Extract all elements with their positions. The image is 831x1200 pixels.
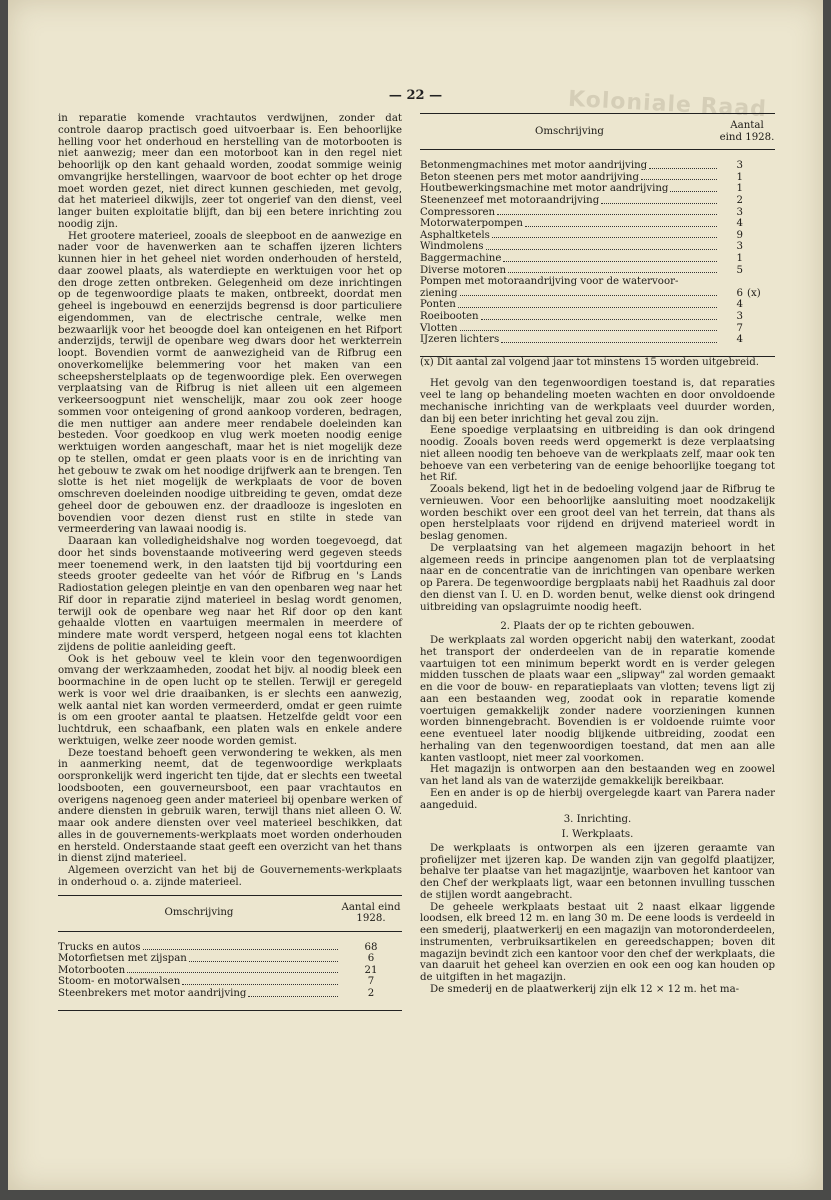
- row-label: Pompen met motoraandrijving voor de watervoor-: [420, 276, 679, 288]
- row-label: Motorfietsen met zijspan: [58, 953, 187, 965]
- row-count: 4: [736, 218, 743, 230]
- paragraph: De smederij en de plaatwerkerij zijn elk 12 × 12 m. het ma-: [430, 983, 740, 995]
- column-header-description: Omschrijving: [535, 125, 604, 137]
- row-mark: [747, 265, 775, 277]
- row-count: 4: [736, 334, 743, 346]
- paragraph: Ook is het gebouw veel te klein voor den tegenwoordigen omvang der werkzaamheden, zoodat het bijv. al noodig bleek een boormachine in de open lucht op te stellen. Terwijl er geregeld werk is voor wel drie draaibanken, is er slechts een aanwezig, welk aantal niet kan worden vermeerderd, omdat er geen ruimte is om een grooter aantal te plaatsen. Hetzelfde geldt voor een luchtdruk, een schaafbank, een platen wals en enkele andere werktuigen, welke zeer noode worden gemist.: [58, 653, 402, 747]
- row-mark: [747, 241, 775, 253]
- paragraph: De verplaatsing van het algemeen magazijn behoort in het algemeen reeds in principe aangenomen plan tot de verplaatsing naar en de concentratie van de inrichtingen van openbare werken op Parera. De tegenwoordige bergplaats nabij het Raadhuis zal door den dienst van I. U. en D. worden benut, welke dienst ook dringend uitbreiding van opslagruimte noodig heeft.: [420, 542, 775, 613]
- row-mark: [747, 160, 775, 172]
- paragraph: Algemeen overzicht van het bij de Gouvernements-werkplaats in onderhoud o. a. zijnde materieel.: [58, 865, 402, 888]
- paragraph: Het magazijn is ontworpen aan den bestaanden weg en zoowel van het land als van de waterzijde gemakkelijk bereikbaar.: [420, 764, 775, 788]
- table-row: [420, 276, 775, 288]
- row-mark: [747, 253, 775, 265]
- row-count: 5: [736, 264, 743, 276]
- row-mark: [747, 334, 775, 346]
- table-footnote: (x) Dit aantal zal volgend jaar tot minstens 15 worden uitgebreid.: [420, 356, 760, 368]
- leader-dots: [182, 984, 338, 985]
- row-mark: [747, 276, 775, 288]
- row-label: Trucks en autos: [58, 941, 141, 953]
- row-label: Motorbooten: [58, 964, 126, 976]
- table-row: [420, 195, 775, 207]
- table-row: [420, 160, 775, 172]
- row-label: Beton steenen pers met motor aandrijving: [420, 171, 639, 183]
- right-column: [420, 113, 775, 996]
- row-mark: [747, 299, 775, 311]
- leader-dots: [458, 307, 717, 308]
- table-row: [58, 965, 402, 977]
- row-label: Vlotten: [420, 322, 458, 334]
- paragraph: De werkplaats is ontworpen als een ijzeren geraamte van profielijzer met ijzeren kap. De wanden zijn van gegolfd plaatijzer, behalve ter plaatse van het magazijntje, waarboven het kantoor van den Chef der werkplaats ligt, waar een betonnen invulling tusschen de stijlen wordt aangebracht.: [420, 842, 775, 901]
- table-row: [420, 207, 775, 219]
- row-count: 3: [736, 310, 743, 322]
- paragraph: Een en ander is op de hierbij overgelegde kaart van Parera nader aangeduid.: [420, 787, 775, 811]
- subsection-heading: I. Werkplaats.: [561, 829, 634, 841]
- left-column: [58, 113, 402, 1011]
- leader-dots: [503, 261, 717, 262]
- paragraph: Daaraan kan volledigheidshalve nog worden toegevoegd, dat door het sinds bovenstaande motiveering werd gegeven steeds meer toenemend werk, in den laatsten tijd bij voortduring een steeds grooter gedeelte van het vóór de Rifbrug en 's Lands Radiostation gelegen pleintje en van den openbaren weg naar het Rif door in reparatie zijnd materieel in beslag wordt genomen, terwijl ook de openbare weg naar het Rif door op den kant gehaalde vlotten en vaartuigen meermalen in meerdere of mindere mate wordt versperd, hetgeen nogal eens tot klachten zijdens de politie aanleiding geeft.: [58, 536, 402, 653]
- table-row: [420, 323, 775, 335]
- row-label: Windmolens: [420, 241, 484, 253]
- row-mark: [747, 230, 775, 242]
- row-mark: [747, 183, 775, 195]
- row-count: 3: [736, 160, 743, 172]
- row-count: 3: [736, 206, 743, 218]
- equipment-table-right: [420, 113, 775, 357]
- table-row: [420, 253, 775, 265]
- row-label: Stoom- en motorwalsen: [58, 976, 181, 988]
- row-label: ziening: [420, 287, 458, 299]
- table-row: [420, 172, 775, 184]
- row-count: 2: [367, 988, 375, 1000]
- paragraph: De werkplaats zal worden opgericht nabij den waterkant, zoodat het transport der onderdeelen van de in reparatie komende vaartuigen tot een minimum beperkt wordt en is verder gelegen midden tusschen de plaats waar een „slipway" zal worden gemaakt en die voor de bouw- en reparatieplaats van vlotten; tevens ligt zij aan een bestaanden weg, zoodat ook in reparatie komende voertuigen gemakkelijk zonder nadere voorzieningen kunnen worden binnengebracht. Bovendien is er voldoende ruimte voor eene eventueel later noodig blijkende uitbreiding, zoodat een herhaling van den tegenwoordigen toestand, dat men aan alle kanten vastloopt, niet meer zal voorkomen.: [420, 635, 775, 764]
- column-header-count: Aantal eind 1928.: [719, 120, 775, 143]
- row-count: 1: [736, 252, 743, 264]
- row-mark: [747, 207, 775, 219]
- table-row: [420, 230, 775, 242]
- leader-dots: [492, 237, 717, 238]
- row-count: 7: [367, 976, 375, 988]
- paragraph: in reparatie komende vrachtautos verdwijnen, zonder dat controle daarop practisch goed uitvoerbaar is. Een behoorlijke helling voor het onderhoud en herstelling van de motorbooten is niet aanwezig; meer dan een motorboot kan in den regel niet behoorlijk op den kant gehaald worden, zoodat sommige weinig omvangrijke herstellingen, waarvoor de boot echter op het droge moet worden gezet, niet direct kunnen geschieden, met gevolg, dat het materieel dikwijls, zeer tot ongerief van den dienst, veel langer buiten exploitatie blijft, dan bij een betere inrichting zou noodig zijn.: [58, 113, 402, 230]
- leader-dots: [649, 168, 717, 169]
- table-row: [58, 942, 402, 954]
- row-label: Compressoren: [420, 206, 496, 218]
- page-number: — 22 —: [388, 88, 443, 103]
- leader-dots: [497, 214, 717, 215]
- row-count: 1: [736, 171, 743, 183]
- table-row: [420, 241, 775, 253]
- leader-dots: [189, 961, 338, 962]
- leader-dots: [248, 996, 338, 997]
- row-mark: [747, 311, 775, 323]
- leader-dots: [460, 330, 717, 331]
- table-row: [420, 218, 775, 230]
- row-count: 2: [736, 194, 743, 206]
- row-count: 68: [364, 941, 378, 953]
- row-count: 9: [736, 229, 743, 241]
- table-row: [420, 288, 775, 300]
- leader-dots: [481, 319, 717, 320]
- row-mark: [747, 218, 775, 230]
- leader-dots: [143, 949, 339, 950]
- leader-dots: [641, 179, 717, 180]
- equipment-table-left: [58, 895, 402, 1011]
- table-row: [420, 299, 775, 311]
- paragraph: Deze toestand behoeft geen verwondering te wekken, als men in aanmerking neemt, dat de tegenwoordige werkplaats oorspronkelijk werd ingericht ten tijde, dat er slechts een tweetal loodsbooten, een gouverneursboot, een paar vrachtautos en overigens nagenoeg geen ander materieel bij openbare werken of andere diensten in gebruik waren, terwijl thans niet alleen O. W. maar ook andere diensten over veel materieel beschikken, dat alles in de gouvernements-werkplaats moet worden onderhouden en hersteld. Onderstaande staat geeft een overzicht van het thans in dienst zijnd materieel.: [58, 747, 402, 865]
- row-label: Asphaltketels: [420, 229, 490, 241]
- leader-dots: [525, 226, 717, 227]
- row-mark: [747, 172, 775, 184]
- table-row: [420, 334, 775, 346]
- leader-dots: [127, 972, 338, 973]
- row-count: 3: [736, 241, 743, 253]
- row-count: 4: [736, 299, 743, 311]
- table-row: [420, 311, 775, 323]
- row-label: Betonmengmachines met motor aandrijving: [420, 160, 648, 172]
- row-mark: [747, 323, 775, 335]
- paragraph: De geheele werkplaats bestaat uit 2 naast elkaar liggende loodsen, elk breed 12 m. en lang 30 m. De eene loods is verdeeld in een smederij, plaatwerkerij en een magazijn van motoronderdeelen, instrumenten, verbruiksartikelen en gereedschappen; boven dit magazijn bevindt zich een kantoor voor den chef der werkplaats, die van daaruit het geheel kan overzien en ook een oog kan houden op de uitgiften in het magazijn.: [420, 901, 775, 984]
- row-count: [719, 276, 747, 288]
- table-row: [58, 988, 402, 1000]
- table-row: [420, 265, 775, 277]
- row-count: 1: [736, 183, 743, 195]
- leader-dots: [486, 249, 717, 250]
- section-heading: 3. Inrichting.: [563, 814, 632, 826]
- leader-dots: [501, 342, 717, 343]
- row-label: IJzeren lichters: [420, 334, 500, 346]
- paragraph: Zooals bekend, ligt het in de bedoeling volgend jaar de Rifbrug te vernieuwen. Voor een behoorlijke aansluiting moet noodzakelijk worden beschikt over een groot deel van het terrein, dat thans als open herstelplaats voor rijdend en drijvend materieel wordt in beslag genomen.: [420, 484, 775, 543]
- row-label: Motorwaterpompen: [420, 218, 523, 230]
- column-header-description: Omschrijving: [164, 907, 234, 919]
- row-mark: [747, 195, 775, 207]
- table-row: [420, 183, 775, 195]
- leader-dots: [670, 191, 717, 192]
- column-header-count: Aantal eind 1928.: [341, 901, 401, 925]
- row-count: 6: [736, 287, 743, 299]
- row-label: Diverse motoren: [420, 264, 507, 276]
- row-label: Houtbewerkingsmachine met motor aandrijving: [420, 183, 669, 195]
- section-heading: 2. Plaats der op te richten gebouwen.: [500, 621, 695, 633]
- watermark-stamp: Koloniale Raad: [567, 86, 768, 123]
- document-page: [8, 0, 823, 1190]
- row-count: 21: [364, 964, 378, 976]
- row-mark: (x): [747, 287, 761, 299]
- leader-dots: [508, 272, 717, 273]
- row-label: Steenenzeef met motoraandrijving: [420, 194, 600, 206]
- row-label: Roeibooten: [420, 310, 479, 322]
- paragraph: Eene spoedige verplaatsing en uitbreiding is dan ook dringend noodig. Zooals boven reeds werd opgemerkt is deze verplaatsing niet alleen noodig ten behoeve van de werkplaats zelf, maar ook ten behoeve van een verbetering van de eenige behoorlijke toegang tot het Rif.: [420, 425, 775, 484]
- paragraph: Het grootere materieel, zooals de sleepboot en de aanwezige en nader voor de havenwerken aan te schaffen ijzeren lichters kunnen hier in het geheel niet worden onderhouden of hersteld, daar zoowel plaats, als waterdiepte en werktuigen voor het op den droge zetten ontbreken. Gelegenheid om deze inrichtingen op de tegenwoordige plaats te maken, ontbreekt, doordat men geheel is ingebouwd en eenerzijds begrensd is door particuliere eigendommen, van de electrische centrale, welke men bezwaarlijk voor het beoogde doel kan onteigenen en het Rifport anderzijds, terwijl de openbare weg dwars door het werkterrein loopt. Bovendien vormt de aanwezigheid van de Rifbrug een onoverkomelijke belemmering voor het maken van een scheepsherstelplaats op de tegenwoordige plek. Een overwegen verplaatsing van de Rifbrug is niet alleen uit een algemeen verkeersoogpunt niet wenschelijk, maar zou ook zeer hooge sommen voor onteigening of grond aankoop vorderen, bedragen, die men nuttiger aan andere meer rendabele doeleinden kan besteden. Voor goedkoop en vlug werk moeten noodig eenige werktuigen worden aangeschaft, maar het is niet mogelijk deze op te stellen, omdat er geen plaats voor is en de inrichting van het gebouw te zwak om het noodige drijfwerk aan te brengen. Ten slotte is het niet mogelijk de werkplaats de voor de boven omschreven doeleinden noodige uitbreiding te geven, omdat deze geheel door de gebouwen enz. der draadlooze is ingesloten en bovendien voor dezen dienst rust en stilte in stede van vermeerdering van lawaai noodig is.: [58, 230, 403, 536]
- table-row: [58, 976, 402, 988]
- row-label: Ponten: [420, 299, 456, 311]
- leader-dots: [601, 203, 717, 204]
- leader-dots: [460, 295, 717, 296]
- row-count: 6: [367, 953, 375, 965]
- row-count: 7: [736, 322, 743, 334]
- row-label: Steenbrekers met motor aandrijving: [58, 988, 247, 1000]
- row-label: Baggermachine: [420, 252, 502, 264]
- paragraph: Het gevolg van den tegenwoordigen toestand is, dat reparaties veel te lang op behandeling moeten wachten en door onvoldoende mechanische inrichting van de werkplaats veel duurder worden, dan bij een beter inrichting het geval zou zijn.: [420, 378, 775, 425]
- table-row: [58, 953, 402, 965]
